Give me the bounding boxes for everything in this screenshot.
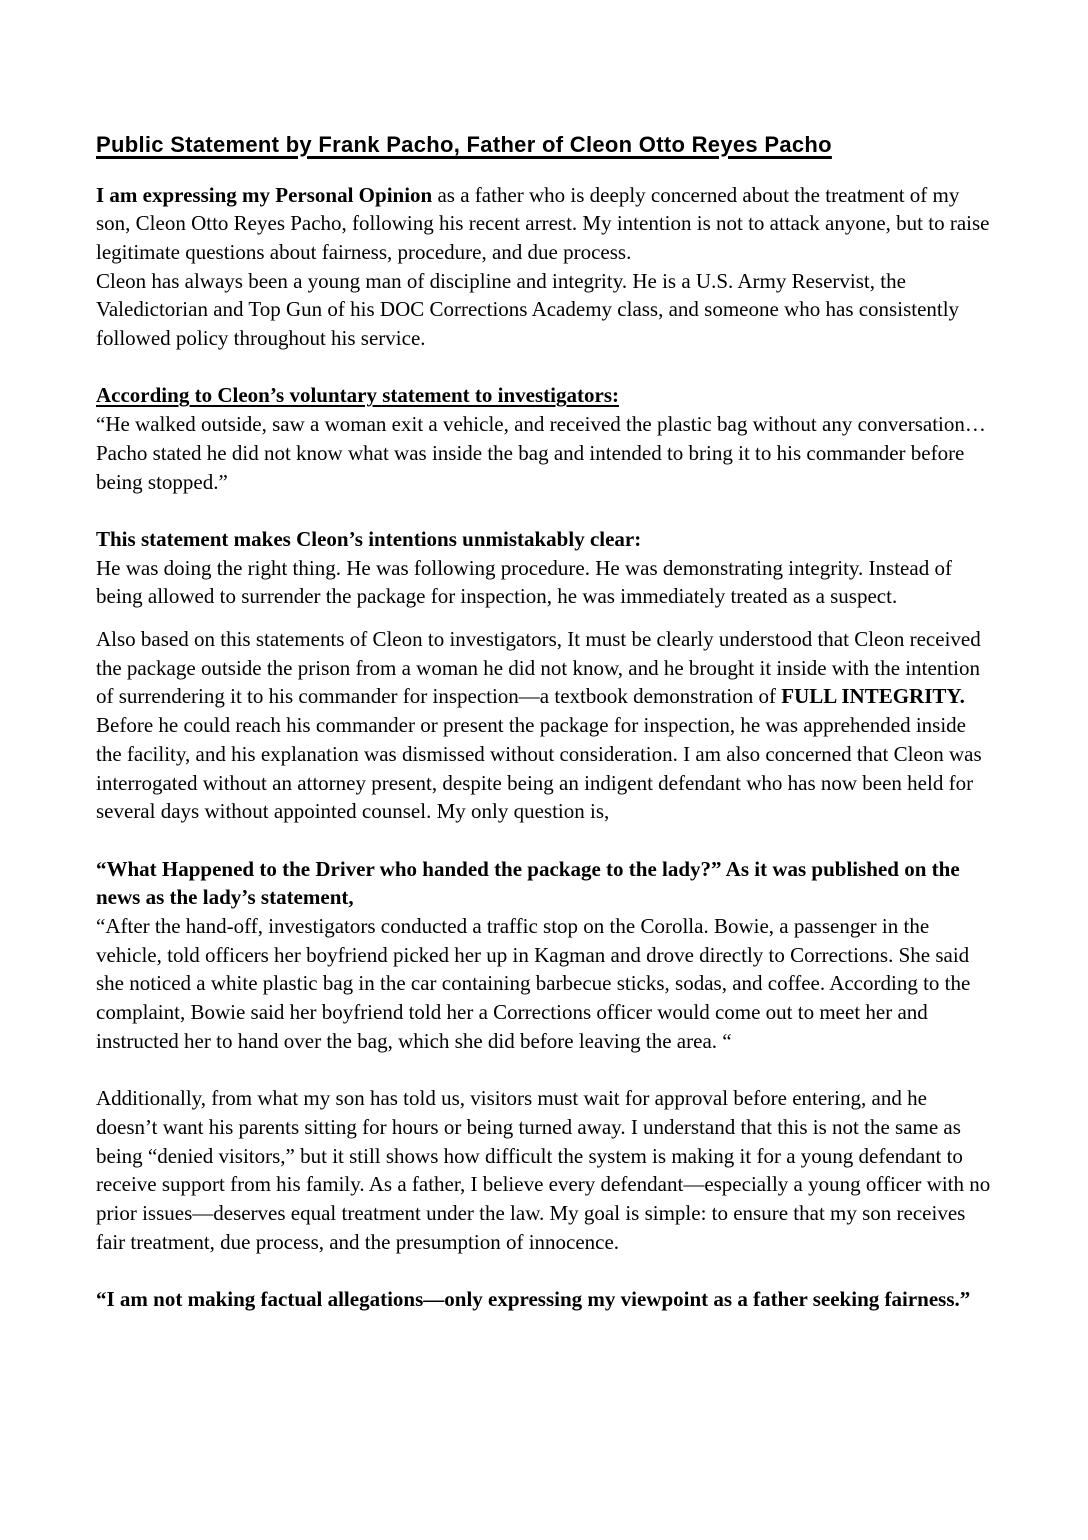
- intro-paragraph: [96, 181, 992, 353]
- voluntary-statement-heading: According to Cleon’s voluntary statement to investigators:: [96, 383, 619, 408]
- intentions-heading: This statement makes Cleon’s intentions unmistakably clear:: [96, 526, 642, 551]
- intentions-section: [96, 525, 992, 611]
- intro-line2: Cleon has always been a young man of discipline and integrity. He is a U.S. Army Reservist, the Valedictorian and Top Gun of his DOC Corrections Academy class, and someone who has consistently followed policy throughout his service.: [96, 268, 960, 351]
- driver-question-heading: “What Happened to the Driver who handed the package to the lady?” As it was published on the news as the lady’s statement,: [96, 856, 960, 910]
- driver-question-section: [96, 855, 992, 1056]
- full-integrity-bold: FULL INTEGRITY.: [781, 684, 965, 709]
- intro-lead-rest: as a father who is deeply concerned about the treatment of my son, Cleon Otto Reyes Pacho, following his recent arrest. My intention is not to attack anyone, but to raise legitimate questions about fairness, procedure, and due process.: [96, 182, 990, 264]
- intro-lead-bold: I am expressing my Personal Opinion: [96, 182, 433, 207]
- driver-question-quote: “After the hand-off, investigators conducted a traffic stop on the Corolla. Bowie, a passenger in the vehicle, told officers her boyfriend picked her up in Kagman and drove directly to Corrections. She said she noticed a white plastic bag in the car containing barbecue sticks, sodas, and coffee. According to the complaint, Bowie said her boyfriend told her a Corrections officer would come out to meet her and instructed her to hand over the bag, which she did before leaving the area. “: [96, 914, 971, 1053]
- integrity-before-bold: Also based on this statements of Cleon to investigators, It must be clearly understood that Cleon received the package outside the prison from a woman he did not know, and he brought it inside with the intention of surrendering it to his commander for inspection—a textbook demonstration of: [96, 627, 981, 709]
- document-title: Public Statement by Frank Pacho, Father of Cleon Otto Reyes Pacho: [96, 132, 832, 157]
- voluntary-statement-section: [96, 381, 992, 496]
- integrity-after-bold: Before he could reach his commander or present the package for inspection, he was apprehended inside the facility, and his explanation was dismissed without consideration. I am also concerned that Cleon was interrogated without an attorney present, despite being an indigent defendant who has now been held for several days without appointed counsel. My only question is,: [96, 713, 982, 824]
- closing-statement: “I am not making factual allegations—only expressing my viewpoint as a father seeking fairness.”: [96, 1287, 971, 1312]
- voluntary-statement-quote: “He walked outside, saw a woman exit a vehicle, and received the plastic bag without any conversation… Pacho stated he did not know what was inside the bag and intended to bring it to his commander before being stopped.”: [96, 412, 986, 494]
- integrity-paragraph: [96, 625, 992, 826]
- document-content: [96, 131, 992, 1314]
- intentions-body: He was doing the right thing. He was following procedure. He was demonstrating integrity. Instead of being allowed to surrender the package for inspection, he was immediately treated as a suspect.: [96, 555, 952, 609]
- visitation-paragraph: Additionally, from what my son has told us, visitors must wait for approval before entering, and he doesn’t want his parents sitting for hours or being turned away. I understand that this is not the same as being “denied visitors,” but it still shows how difficult the system is making it for a young defendant to receive support from his family. As a father, I believe every defendant—especially a young officer with no prior issues—deserves equal treatment under the law. My goal is simple: to ensure that my son receives fair treatment, due process, and the presumption of innocence.: [96, 1086, 991, 1254]
